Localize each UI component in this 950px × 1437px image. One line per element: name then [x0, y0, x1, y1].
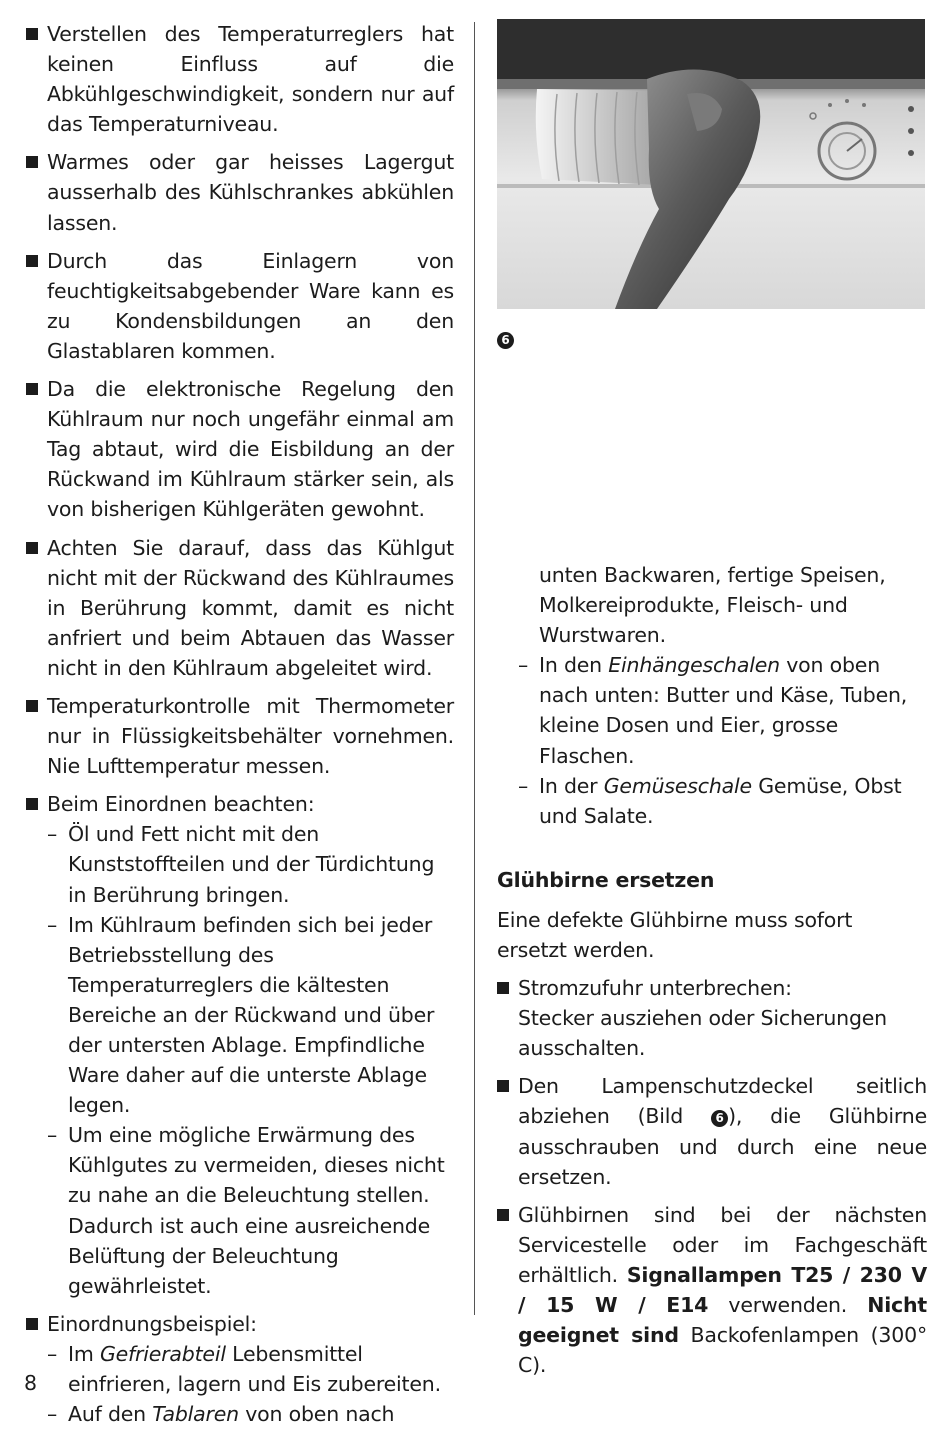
bullet-square-icon [26, 1318, 38, 1330]
left-column [26, 19, 454, 1437]
dash-icon: – [47, 1402, 58, 1427]
bullet-square-icon [497, 1209, 509, 1221]
bullet-square-icon [26, 255, 38, 267]
list-item: Warmes oder gar heisses Lagergut ausserhalb des Kühlschrankes abkühlen lassen. [26, 147, 454, 237]
list-item: Den Lampenschutzdeckel seitlich abziehen (Bild 6 ), die Glühbirne ausschrauben und durch eine neue ersetzen. [497, 1071, 927, 1191]
sub-item: – Im Gefrierabteil Lebensmittel einfrieren, lagern und Eis zubereiten. [47, 1339, 454, 1399]
sub-item: – In den Einhängeschalen von oben nach unten: Butter und Käse, Tuben, kleine Dosen und Eier, grosse Flaschen. [497, 650, 927, 770]
right-column [497, 19, 927, 309]
list-item-beispiel: Einordnungsbeispiel: – Im Gefrierabteil Lebensmittel einfrieren, lagern und Eis zubereiten. – Auf den Tablaren von oben nach [26, 1309, 454, 1429]
figure-ref-badge: 6 [711, 1110, 728, 1127]
column-divider [474, 22, 475, 1315]
bullet-square-icon [26, 156, 38, 168]
bullet-square-icon [26, 383, 38, 395]
list-item: Temperaturkontrolle mit Thermometer nur in Flüssigkeitsbehälter vornehmen. Nie Lufttemperatur messen. [26, 691, 454, 781]
list-item: Glühbirnen sind bei der nächsten Servicestelle oder im Fachgeschäft erhältlich. Signallampen T25 / 230 V / 15 W / E14 verwenden. Nicht geeignet sind Backofenlampen (300° C). [497, 1200, 927, 1381]
list-item: Achten Sie darauf, dass das Kühlgut nicht mit der Rückwand des Kühlraumes in Berührung kommt, damit es nicht anfriert und beim Abtauen das Wasser nicht in den Kühlraum abgeleitet wird. [26, 533, 454, 683]
figure-number: 6 [497, 323, 514, 353]
bullet-square-icon [26, 542, 38, 554]
dash-icon: – [47, 822, 58, 847]
bullet-square-icon [26, 28, 38, 40]
list-item: Verstellen des Temperaturreglers hat keinen Einfluss auf die Abkühlgeschwindigkeit, sondern nur auf das Temperaturniveau. [26, 19, 454, 139]
bullet-square-icon [26, 798, 38, 810]
list-item-einordnen: Beim Einordnen beachten: – Öl und Fett nicht mit den Kunststoffteilen und der Türdichtung in Berührung bringen. – Im Kühlraum befinden sich bei jeder Betriebsstellung des Temperaturreglers die kältesten Bereiche an der Rückwand und über der untersten Ablage. Empfindliche Ware daher auf die unterste Ablage legen. – Um eine mögliche Erwärmung des Kühlgutes zu vermeiden, dieses nicht zu nahe an die Beleuchtung stellen. Dadurch ist auch eine ausreichende Belüftung der Beleuchtung gewährleistet. [26, 789, 454, 1301]
bullet-square-icon [497, 982, 509, 994]
sub-item: – Öl und Fett nicht mit den Kunststoffteilen und der Türdichtung in Berührung bringen. [47, 819, 454, 909]
page-number: 8 [24, 1371, 37, 1395]
sub-item: – Auf den Tablaren von oben nach [47, 1399, 454, 1429]
right-text: unten Backwaren, fertige Speisen, Molkereiprodukte, Fleisch- und Wurstwaren. – In den Einhängeschalen von oben nach unten: Butter und Käse, Tuben, kleine Dosen und Eier, grosse Flaschen. – In der Gemüseschale Gemüse, Obst und Salate. Glühbirne ersetzen Eine defekte Glühbirne muss sofort ersetzt werden. Stromzufuhr unterbrechen: Stecker ausziehen oder Sicherungen ausschalten. Den Lampenschutzdeckel seitlich abziehen (Bild 6 ), die Glühbirne ausschrauben und durch eine neue ersetzen. Glühbirnen sind bei der nächsten Servicestelle oder im Fachgeschäft erhältlich. Signallampen T25 / 230 V / 15 W / E14 verwenden. Nicht geeignet sind Backofenlampen (300° C). [497, 560, 927, 1388]
list-item: Durch das Einlagern von feuchtigkeitsabgebender Ware kann es zu Kondensbildungen an den Glastablaren kommen. [26, 246, 454, 366]
intro-text: Eine defekte Glühbirne muss sofort ersetzt werden. [497, 907, 853, 962]
dash-icon: – [47, 912, 58, 937]
section-heading: Glühbirne ersetzen [497, 867, 715, 892]
dash-icon: – [518, 653, 529, 678]
dash-icon: – [47, 1341, 58, 1366]
dash-icon: – [47, 1123, 58, 1148]
figure-photo-lamp-cover [497, 19, 925, 309]
bullet-square-icon [26, 700, 38, 712]
list-item: Stromzufuhr unterbrechen: Stecker ausziehen oder Sicherungen ausschalten. [497, 973, 927, 1063]
sub-item: – Im Kühlraum befinden sich bei jeder Betriebsstellung des Temperaturreglers die kältesten Bereiche an der Rückwand und über der untersten Ablage. Empfindliche Ware daher auf die unterste Ablage legen. [47, 910, 454, 1121]
sub-item: – In der Gemüseschale Gemüse, Obst und Salate. [497, 771, 927, 831]
sub-item: – Um eine mögliche Erwärmung des Kühlgutes zu vermeiden, dieses nicht zu nahe an die Beleuchtung stellen. Dadurch ist auch eine ausreichende Belüftung der Beleuchtung gewährleistet. [47, 1120, 454, 1301]
dash-icon: – [518, 773, 529, 798]
list-item: Da die elektronische Regelung den Kühlraum nur noch ungefähr einmal am Tag abtaut, wird die Eisbildung an der Rückwand im Kühlraum stärker sein, als von bisherigen Kühlgeräten gewohnt. [26, 374, 454, 524]
bullet-square-icon [497, 1080, 509, 1092]
